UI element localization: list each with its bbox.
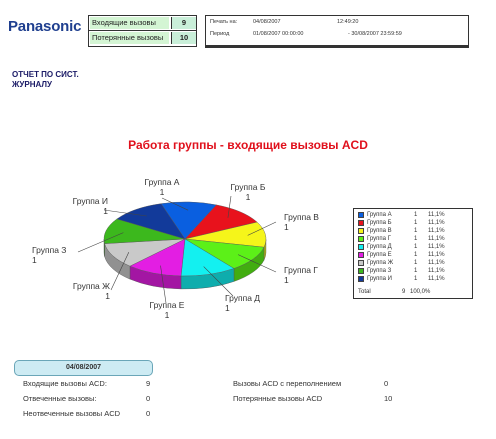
slice-label-h-value: 1 — [32, 255, 37, 265]
legend-name: Группа Д — [367, 244, 392, 250]
slice-label-b — [219, 182, 277, 202]
slice-label-b-value: 1 — [245, 192, 251, 202]
panasonic-logo: Panasonic — [8, 18, 82, 35]
pie-top — [104, 202, 266, 276]
legend-total-row — [358, 288, 431, 296]
legend-name: Группа Е — [367, 252, 392, 258]
slice-label-i-value: 1 — [103, 206, 108, 216]
print-time: 12:49:20 — [337, 19, 359, 25]
legend-swatch-8 — [358, 276, 364, 282]
slice-label-a — [133, 177, 191, 197]
unanswered-acd-value: 0 — [146, 409, 151, 418]
legend-count: 1 — [414, 244, 418, 250]
slice-label-f-value: 1 — [164, 310, 170, 320]
legend-percent: 11,1% — [428, 260, 445, 266]
legend-percent: 11,1% — [428, 220, 445, 226]
period-to: - 30/08/2007 23:59:59 — [348, 31, 402, 37]
slice-label-g-name: Группа Ж — [72, 281, 110, 291]
incoming-acd-label: Входящие вызовы ACD: — [23, 379, 107, 388]
legend-name: Группа И — [367, 276, 392, 282]
report-title-line2: ЖУРНАЛУ — [12, 80, 52, 89]
legend-percent: 11,1% — [428, 212, 445, 218]
slice-label-a-value: 1 — [159, 187, 165, 197]
legend-swatch-0 — [358, 212, 364, 218]
slice-label-b-name: Группа Б — [230, 182, 266, 192]
legend-swatch-1 — [358, 220, 364, 226]
slice-label-i-name: Группа И — [72, 196, 108, 206]
legend-percent: 11,1% — [428, 252, 445, 258]
legend-swatch-7 — [358, 268, 364, 274]
unanswered-acd-label: Неотвеченные вызовы ACD — [23, 409, 121, 418]
slice-label-h-name: Группа З — [32, 245, 67, 255]
legend-count: 1 — [414, 220, 418, 226]
lost-acd-label: Потерянные вызовы ACD — [233, 394, 323, 403]
stats-value-incoming: 9 — [171, 17, 196, 29]
legend-name: Группа В — [367, 228, 392, 234]
legend-swatch-6 — [358, 260, 364, 266]
legend-percent: 11,1% — [428, 244, 445, 250]
legend-percent: 11,1% — [428, 228, 445, 234]
legend-swatch-4 — [358, 244, 364, 250]
slice-label-i — [65, 196, 108, 216]
stats-value-lost: 10 — [171, 32, 196, 44]
report-title-line1: ОТЧЕТ ПО СИСТ. — [12, 70, 79, 79]
legend-name: Группа А — [367, 212, 392, 218]
legend-percent: 11,1% — [428, 276, 445, 282]
period-label: Период — [210, 31, 230, 37]
slice-label-c-name: Группа В — [284, 212, 319, 222]
overflow-acd-value: 0 — [384, 379, 389, 388]
legend-count: 1 — [414, 260, 418, 266]
legend-count: 1 — [414, 252, 418, 258]
slice-label-a-name: Группа А — [144, 177, 180, 187]
slice-label-d-value: 1 — [284, 275, 289, 285]
print-date: 04/08/2007 — [253, 19, 281, 25]
legend-swatch-3 — [358, 236, 364, 242]
legend-count: 1 — [414, 268, 418, 274]
legend-swatch-5 — [358, 252, 364, 258]
slice-label-c — [284, 212, 319, 232]
legend-percent: 11,1% — [428, 268, 445, 274]
slice-label-f-name: Группа Е — [149, 300, 185, 310]
chart-legend — [353, 208, 473, 299]
slice-label-c-value: 1 — [284, 222, 289, 232]
legend-total-value: 9 — [402, 289, 406, 295]
incoming-acd-value: 9 — [146, 379, 151, 388]
legend-total-percent: 100,0% — [410, 289, 431, 295]
overflow-acd-label: Вызовы ACD с переполнением — [233, 379, 342, 388]
answered-calls-value: 0 — [146, 394, 151, 403]
slice-label-e — [225, 293, 260, 313]
slice-label-d — [284, 265, 318, 285]
slice-label-g — [64, 281, 110, 301]
stats-label-incoming: Входящие вызовы — [90, 17, 169, 29]
summary-date-badge: 04/08/2007 — [14, 360, 153, 376]
legend-count: 1 — [414, 228, 418, 234]
legend-total-label: Total — [358, 289, 371, 295]
answered-calls-label: Отвеченные вызовы: — [23, 394, 97, 403]
legend-count: 1 — [414, 276, 418, 282]
slice-label-g-value: 1 — [105, 291, 110, 301]
slice-label-d-name: Группа Г — [284, 265, 318, 275]
legend-count: 1 — [414, 212, 418, 218]
print-label: Печать на: — [210, 19, 238, 25]
slice-label-h — [32, 245, 66, 265]
legend-count: 1 — [414, 236, 418, 242]
slice-label-e-value: 1 — [225, 303, 230, 313]
slice-label-f — [147, 300, 187, 320]
lost-acd-value: 10 — [384, 394, 393, 403]
legend-name: Группа З — [367, 268, 392, 274]
period-from: 01/08/2007 00:00:00 — [253, 31, 304, 37]
legend-swatch-2 — [358, 228, 364, 234]
slice-label-e-name: Группа Д — [225, 293, 261, 303]
stats-label-lost: Потерянные вызовы — [90, 32, 169, 44]
legend-name: Группа Б — [367, 220, 392, 226]
legend-percent: 11,1% — [428, 236, 445, 242]
chart-title: Работа группы - входящие вызовы ACD — [128, 138, 368, 152]
legend-name: Группа Г — [367, 236, 391, 242]
legend-name: Группа Ж — [367, 260, 394, 266]
